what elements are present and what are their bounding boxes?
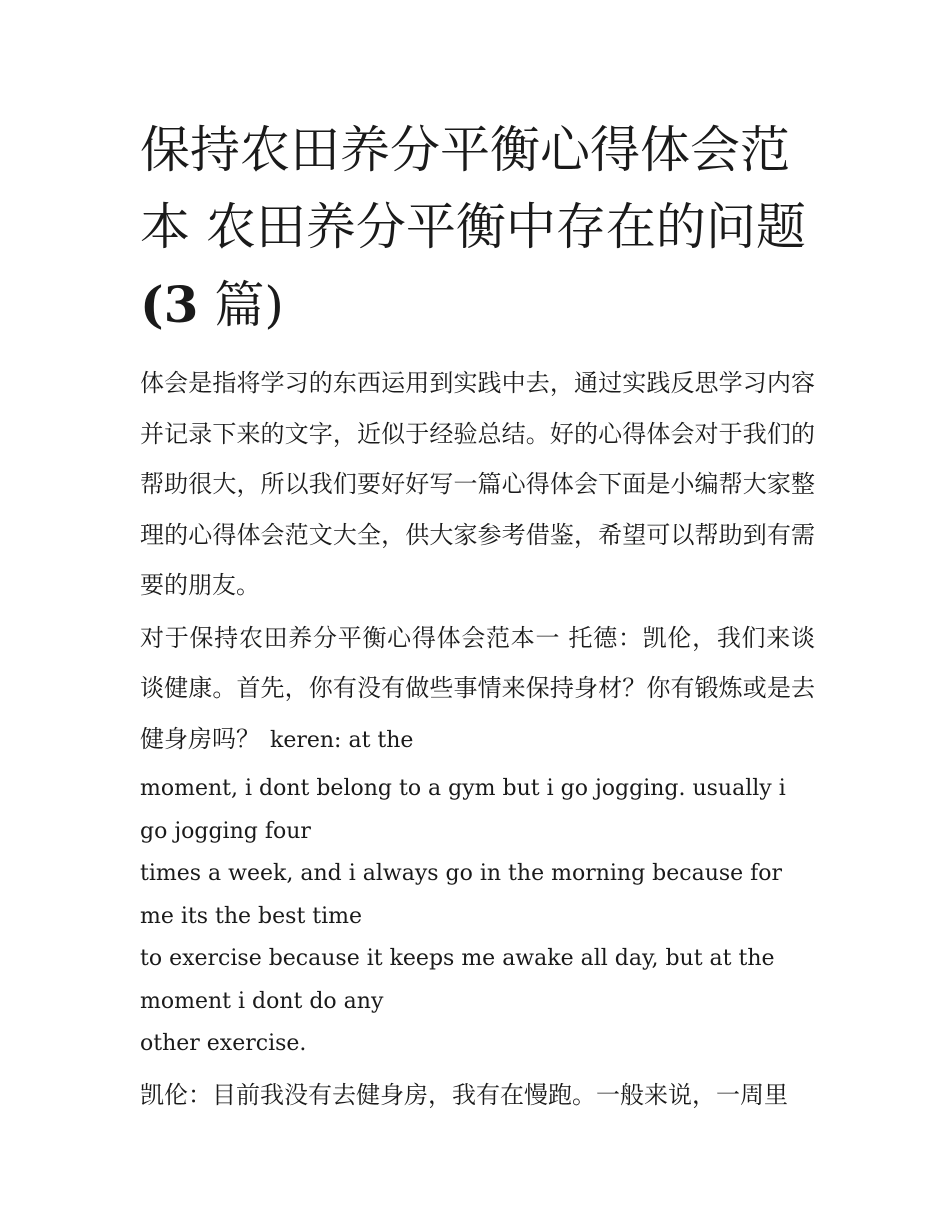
title-count-number: (3 xyxy=(140,275,199,334)
title-count-text: 篇) xyxy=(214,276,284,334)
english-line-4: other exercise. xyxy=(140,1031,307,1056)
english-line-2: times a week, and i always go in the morning because for me its the best time xyxy=(140,861,783,929)
document-title xyxy=(140,112,815,344)
intro-paragraph: 体会是指将学习的东西运用到实践中去，通过实践反思学习内容并记录下来的文字，近似于经验总结。好的心得体会对于我们的帮助很大，所以我们要好好写一篇心得体会下面是小编帮大家整理的心得体会范文大全，供大家参考借鉴，希望可以帮助到有需要的朋友。 xyxy=(140,369,815,599)
title-line-1: 保持农田养分平衡心得体会范 xyxy=(140,121,790,179)
translation-paragraph: 凯伦：目前我没有去健身房，我有在慢跑。一般来说，一周里 xyxy=(140,1080,788,1109)
dialogue-paragraph xyxy=(140,613,815,767)
english-line-3: to exercise because it keeps me awake all day, but at the moment i dont do any xyxy=(140,946,775,1014)
english-line-1: moment, i dont belong to a gym but i go jogging. usually i go jogging four xyxy=(140,776,786,844)
dialogue-chinese-text: 对于保持农田养分平衡心得体会范本一 托德：凯伦，我们来谈谈健康。首先，你有没有做些事情来保持身材？你有锻炼或是去健身房吗？ xyxy=(140,623,815,753)
title-line-2: 本 农田养分平衡中存在的问题 xyxy=(140,198,806,256)
document-page xyxy=(140,112,815,1122)
dialogue-english-start: keren: at the xyxy=(270,727,414,753)
